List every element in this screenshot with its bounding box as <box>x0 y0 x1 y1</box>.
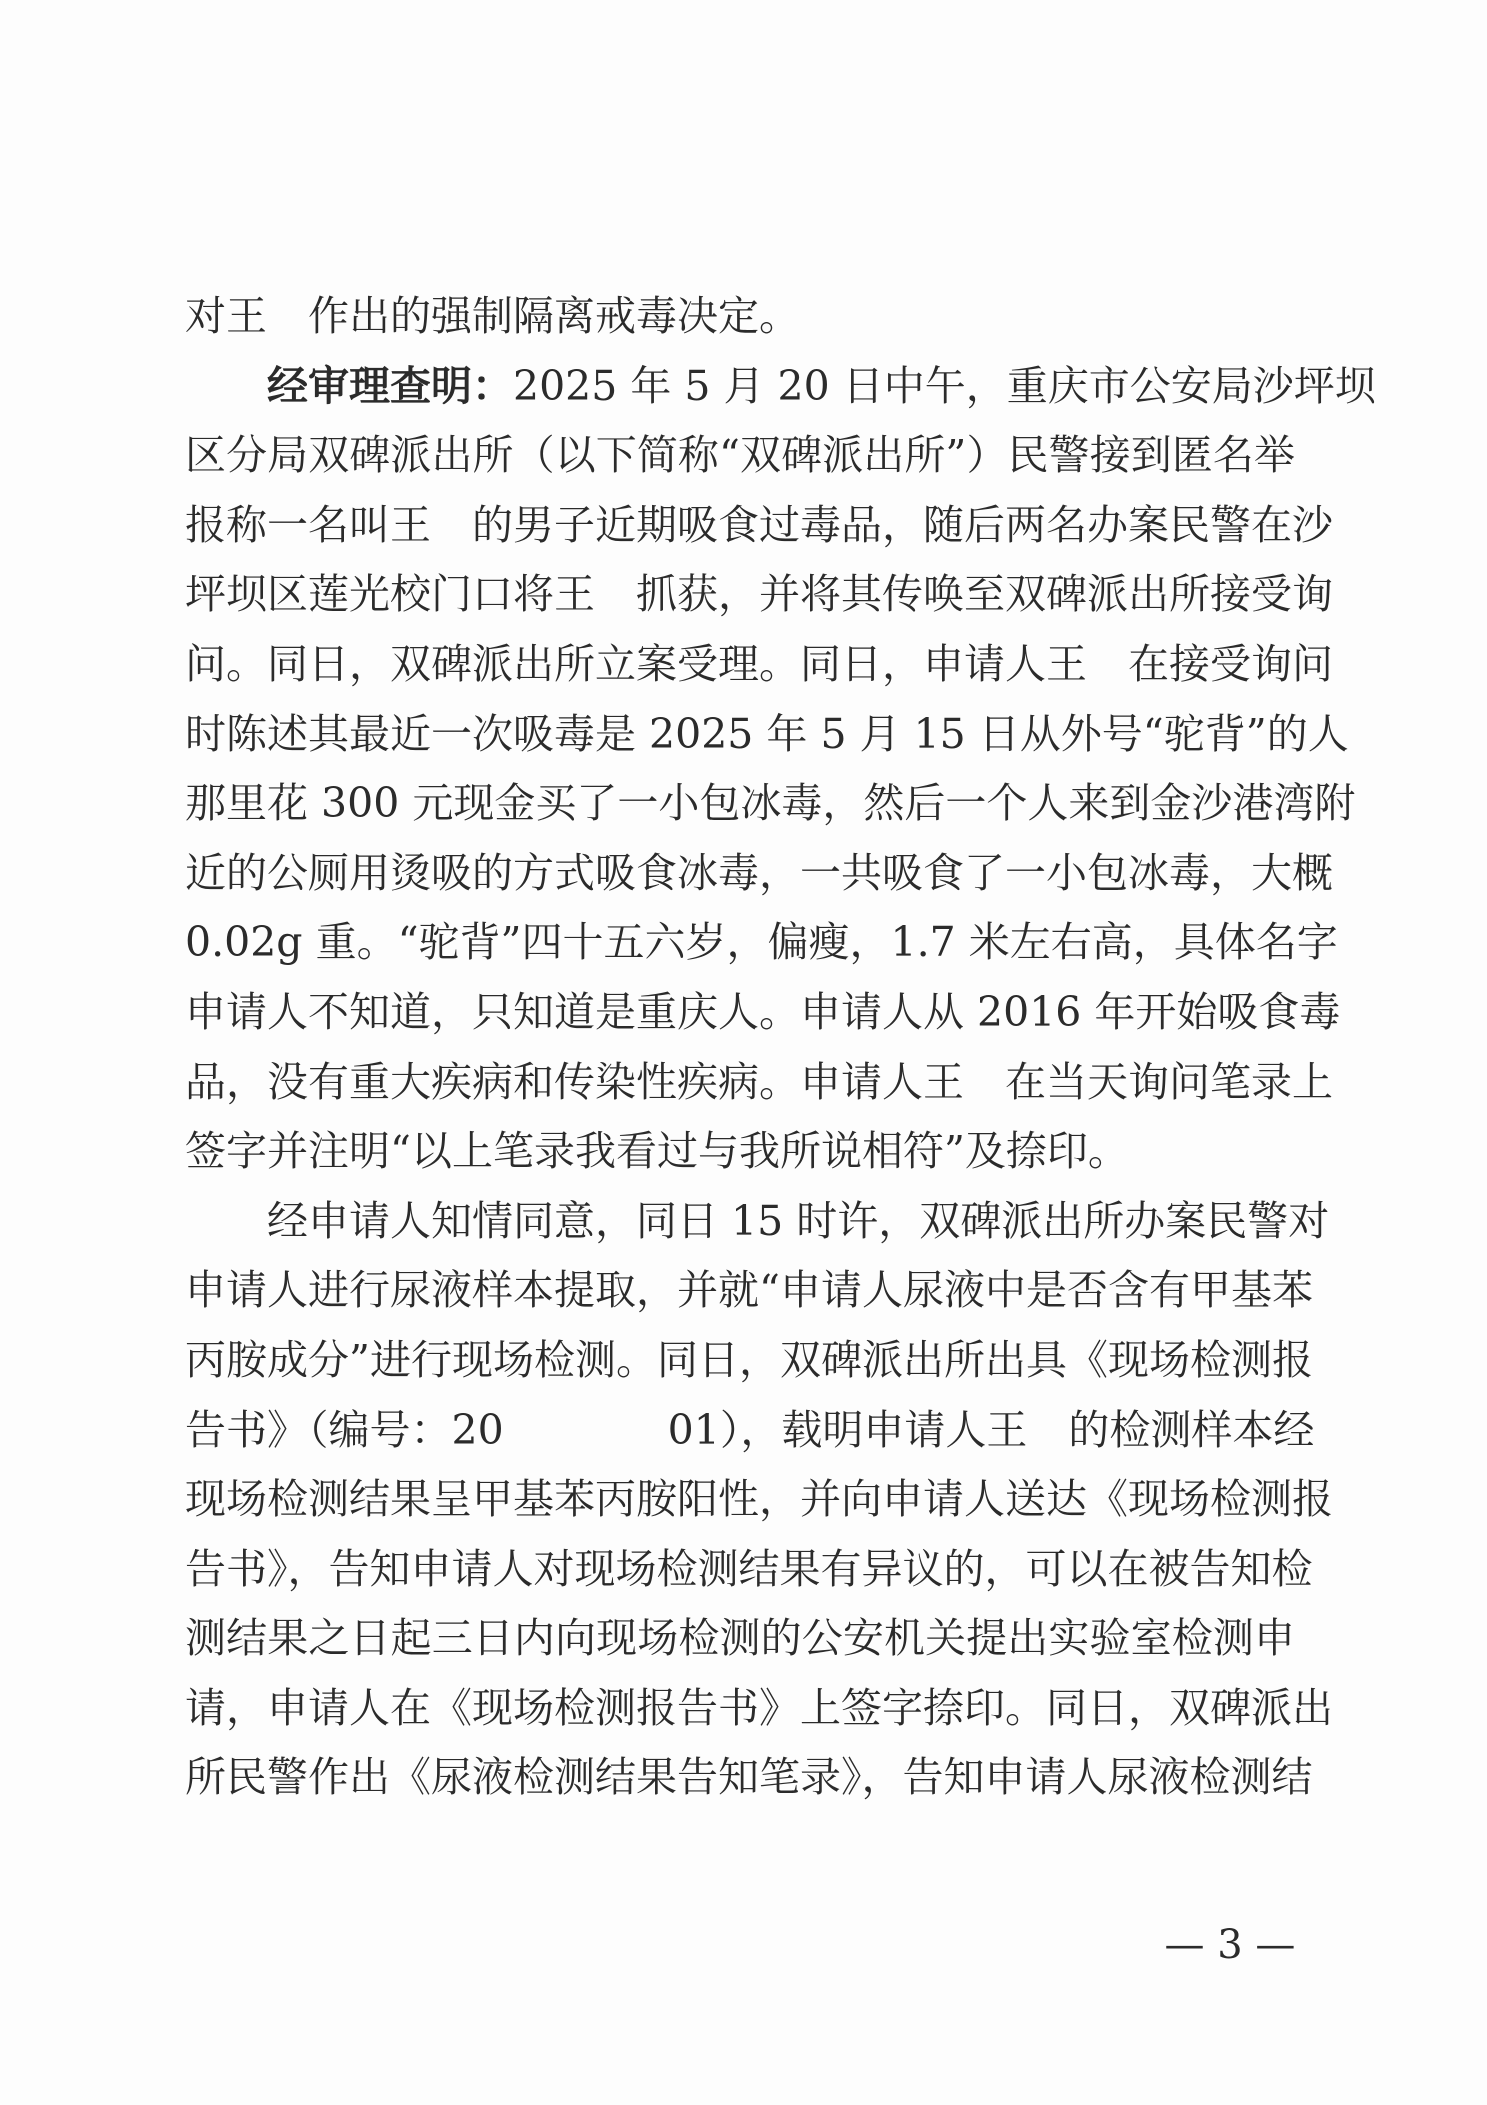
text-line: 申请人不知道，只知道是重庆人。申请人从 2016 年开始吸食毒 <box>185 987 1341 1036</box>
text-line: 告书》（编号：20 01），载明申请人王 的检测样本经 <box>185 1405 1315 1454</box>
text-line: 坪坝区莲光校门口将王 抓获，并将其传唤至双碑派出所接受询 <box>185 570 1333 619</box>
text-line <box>185 352 1376 422</box>
text-line: 经申请人知情同意，同日 15 时许，双碑派出所办案民警对 <box>267 1196 1330 1245</box>
page-number: — 3 — <box>1164 1922 1296 1968</box>
text-line: 品，没有重大疾病和传染性疾病。申请人王 在当天询问笔录上 <box>185 1057 1333 1106</box>
text-line: 现场检测结果呈甲基苯丙胺阳性，并向申请人送达《现场检测报 <box>185 1475 1333 1524</box>
text-line: 告书》，告知申请人对现场检测结果有异议的，可以在被告知检 <box>185 1544 1313 1593</box>
document-body <box>185 282 1376 1813</box>
text-line-content: 2025 年 5 月 20 日中午，重庆市公安局沙坪坝 <box>513 361 1376 410</box>
text-line: 0.02g 重。“驼背”四十五六岁，偏瘦，1.7 米左右高，具体名字 <box>185 918 1338 967</box>
text-line: 所民警作出《尿液检测结果告知笔录》，告知申请人尿液检测结 <box>185 1753 1313 1802</box>
text-line: 对王 作出的强制隔离戒毒决定。 <box>185 292 800 340</box>
text-line: 请，申请人在《现场检测报告书》上签字捺印。同日，双碑派出 <box>185 1683 1333 1732</box>
paragraph-lead: 经审理查明： <box>267 361 513 410</box>
text-line: 问。同日，双碑派出所立案受理。同日，申请人王 在接受询问 <box>185 639 1333 688</box>
text-line: 申请人进行尿液样本提取，并就“申请人尿液中是否含有甲基苯 <box>185 1266 1313 1315</box>
text-line: 测结果之日起三日内向现场检测的公安机关提出实验室检测申 <box>185 1614 1295 1663</box>
text-line: 签字并注明“以上笔录我看过与我所说相符”及捺印。 <box>185 1127 1129 1176</box>
text-line: 丙胺成分”进行现场检测。同日，双碑派出所出具《现场检测报 <box>185 1335 1313 1384</box>
text-line: 报称一名叫王 的男子近期吸食过毒品，随后两名办案民警在沙 <box>185 500 1333 549</box>
text-line: 时陈述其最近一次吸毒是 2025 年 5 月 15 日从外号“驼背”的人 <box>185 709 1349 758</box>
text-line: 近的公厕用烫吸的方式吸食冰毒，一共吸食了一小包冰毒，大概 <box>185 848 1333 897</box>
text-line: 那里花 300 元现金买了一小包冰毒，然后一个人来到金沙港湾附 <box>185 779 1356 828</box>
text-line: 区分局双碑派出所（以下简称“双碑派出所”）民警接到匿名举 <box>185 431 1295 480</box>
